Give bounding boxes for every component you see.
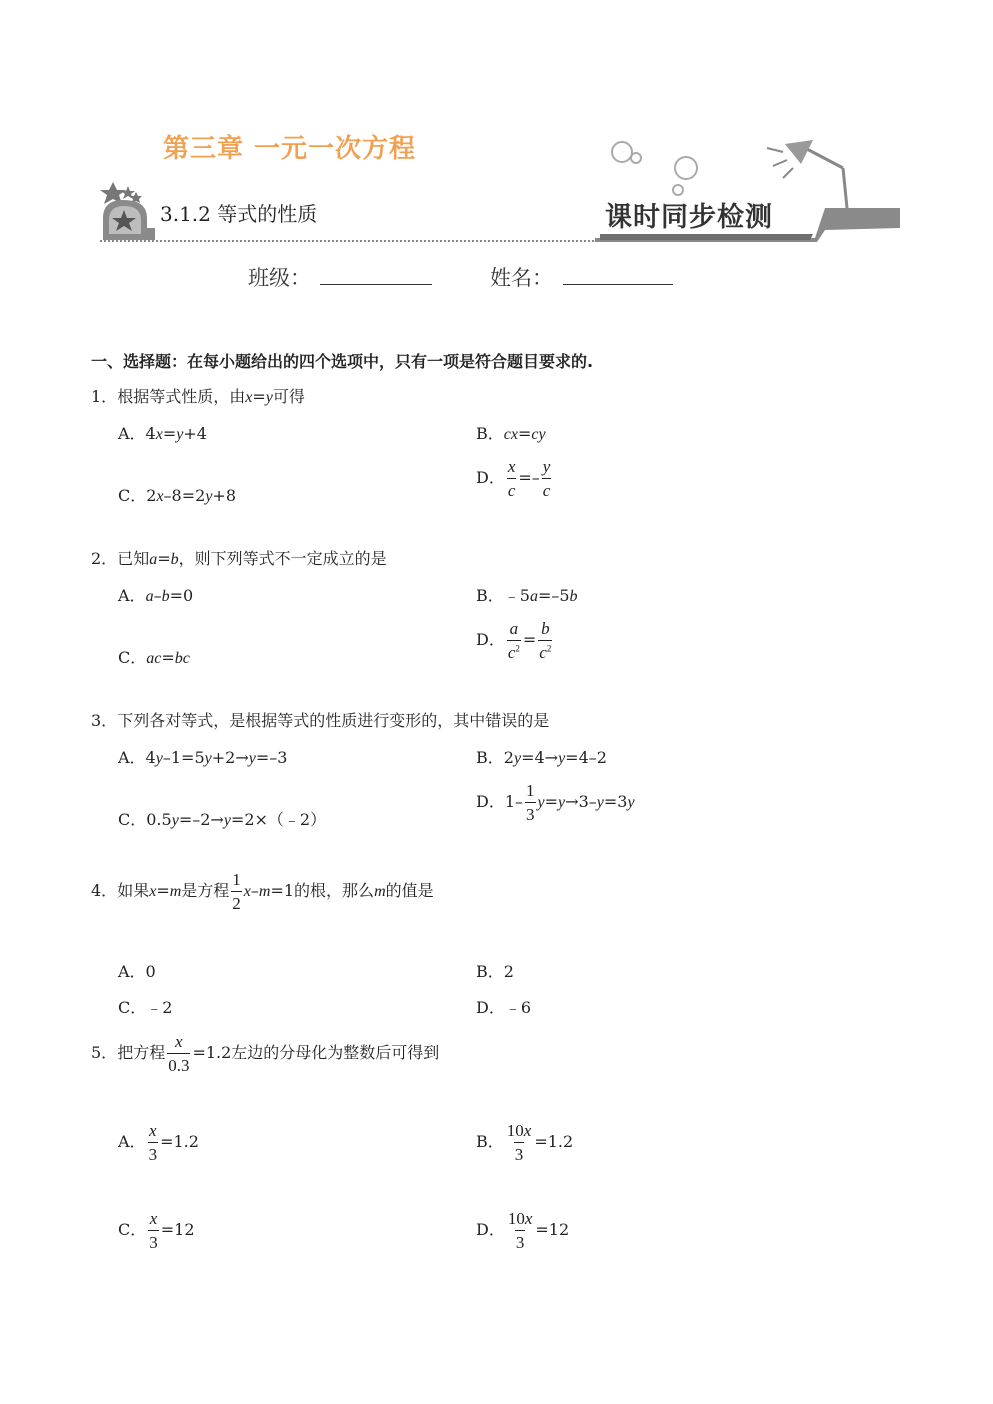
q3-option-d[interactable]: D．1– $\frac{1}{3}$ y=y→3–y=3y: [476, 781, 635, 824]
q5-option-b[interactable]: B． $\frac{10x}{3}$ =1.2: [476, 1121, 574, 1164]
q4-option-a[interactable]: A．0: [118, 962, 156, 981]
desk-lamp-icon: [767, 140, 847, 208]
name-field[interactable]: [563, 284, 673, 285]
class-field[interactable]: [320, 284, 432, 285]
q1-option-a[interactable]: A．4x=y+4: [118, 424, 207, 443]
banner-text: 课时同步检测: [605, 202, 773, 233]
question-5: 5．把方程 $\frac{x}{0.3}$ =1.2左边的分母化为整数后可得到: [91, 1032, 440, 1075]
section-title: 3.1.2 等式的性质: [160, 202, 318, 226]
q2-option-b[interactable]: B．﹣5a=–5b: [476, 586, 578, 605]
bubble-icon: [612, 142, 632, 162]
q1-option-b[interactable]: B．cx=cy: [476, 424, 546, 443]
q4-option-c[interactable]: C．﹣2: [118, 998, 173, 1017]
question-3: 3．下列各对等式，是根据等式的性质进行变形的，其中错误的是: [91, 711, 550, 730]
q2-option-d[interactable]: D． $\frac{a}{c^2}$ = $\frac{b}{c^2}$: [476, 619, 552, 662]
q3-option-a[interactable]: A．4y–1=5y+2→y=–3: [118, 748, 288, 767]
question-2: 2．已知a=b，则下列等式不一定成立的是: [91, 549, 387, 568]
q5-option-a[interactable]: A． $\frac{x}{3}$ =1.2: [118, 1121, 199, 1164]
class-label: 班级：: [248, 266, 311, 290]
q5-option-d[interactable]: D． $\frac{10x}{3}$ =12: [476, 1209, 570, 1252]
q2-option-a[interactable]: A．a–b=0: [118, 586, 194, 605]
q3-option-c[interactable]: C．0.5y=–2→y=2×（﹣2）: [118, 810, 327, 829]
q4-option-b[interactable]: B．2: [476, 962, 514, 981]
q3-option-b[interactable]: B．2y=4→y=4–2: [476, 748, 607, 767]
q5-option-c[interactable]: C． $\frac{x}{3}$ =12: [118, 1209, 195, 1252]
section-instructions: 一、选择题：在每小题给出的四个选项中，只有一项是符合题目要求的.: [91, 352, 594, 371]
question-1: 1．根据等式性质，由x=y可得: [91, 387, 305, 406]
star-badge-icon: [100, 182, 155, 240]
question-4: 4．如果x=m是方程 $\frac{1}{2}$ x–m=1的根，那么m的值是: [91, 870, 434, 913]
q1-option-d[interactable]: D． $\frac{x}{c}$ =– $\frac{y}{c}$: [476, 457, 551, 500]
q1-option-c[interactable]: C．2x–8=2y+8: [118, 486, 237, 505]
q2-option-c[interactable]: C．ac=bc: [118, 648, 190, 667]
chapter-title: 第三章 一元一次方程: [163, 134, 417, 164]
name-label: 姓名：: [490, 266, 553, 290]
q4-option-d[interactable]: D．﹣6: [476, 998, 532, 1017]
